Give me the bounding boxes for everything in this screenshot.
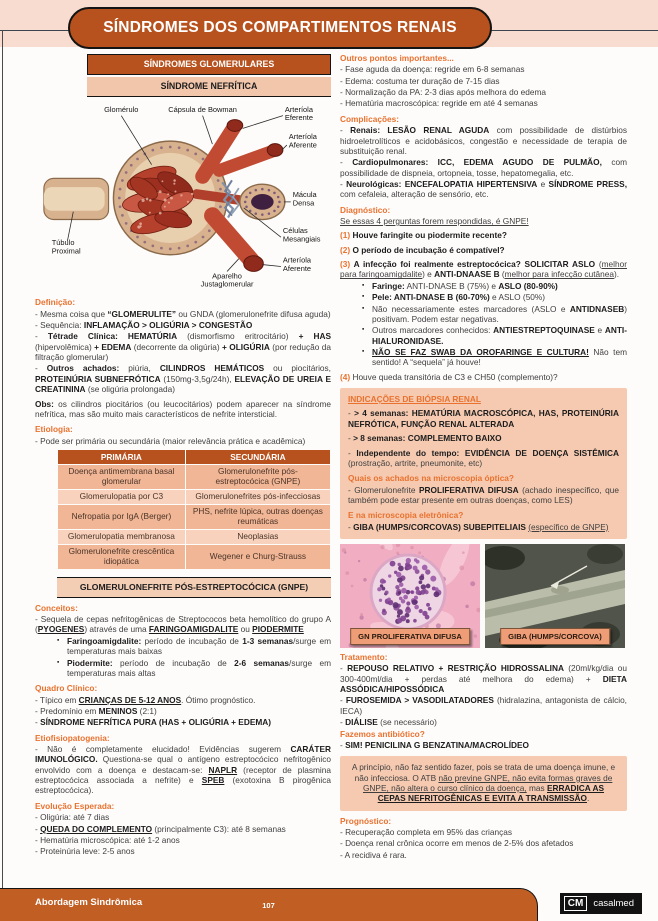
text-run: Não tem sentido! A “sequela” já houve! [372,346,627,368]
text-run: Complicações: [340,113,400,124]
paragraph [340,216,627,226]
text-run: - Sequela de cepas nefritogênicas de Streptococos beta hemolítico do grupo A ( [35,614,331,635]
text-run: - Mesma coisa que [35,308,108,319]
text-run: ) positivam. Podem estar negativas. [372,303,627,324]
text-run: QUEDA DO COMPLEMENTO [40,823,153,834]
text-run: (2) [340,244,351,255]
text-run: ) através de uma [84,624,149,635]
glomerulus-illustration [35,100,331,292]
text-run: INFLAMAÇÃO > OLIGÚRIA > CONGESTÃO [83,320,253,331]
text-run: 1-3 semanas [242,635,294,646]
em-figure [485,544,625,648]
table-cell: Wegener e Churg-Strauss [186,545,330,569]
text-run: ou [238,624,253,635]
bullet-item [340,292,627,302]
text-run: CARÁTER IMUNOLÓGICO. [35,744,331,765]
text-run: CRIANÇAS DE 5-12 ANOS [78,694,182,705]
text-run: com possibilidade de distúrbios hidroeletrolíticos e acidobásicos, congestão e necessidade de terapia de substituição renal. [340,125,627,156]
text-run: Se essas 4 perguntas forem respondidas, é GNPE! [340,216,529,227]
text-run: ASLO (80-90%) [498,280,558,291]
text-run: Quais os achados na microscopia óptica? [348,473,514,484]
text-run: - [348,408,355,419]
text-run: mas [526,782,547,793]
table-header-cell: PRIMÁRIA [58,450,185,464]
paragraph [35,812,331,822]
paragraph [340,87,627,97]
text-run: - [340,125,351,136]
text-run: - [340,663,348,674]
text-run: - Não é completamente elucidado! Evidências sugerem [35,744,291,755]
glomerulus-diagram [35,100,331,294]
paragraph [348,448,619,469]
paragraph [340,850,627,860]
text-run: - [340,695,346,706]
paragraph [340,652,627,662]
text-run: Renais: LESÃO RENAL AGUDA [350,125,490,136]
paragraph [340,663,627,694]
text-run: Faringoamigdalite: [67,635,142,646]
histology-figures [340,544,627,648]
text-run: e [537,178,549,189]
bullet-text [372,325,627,346]
logo-cm-mark: CM [564,896,588,911]
text-run: ELEVAÇÃO DE UREIA E CREATININA [35,373,332,395]
bullet-text [372,304,627,325]
paragraph [340,740,627,750]
text-run: NAPLR [208,764,238,775]
text-run: não previne GNPE, não evita formas graves de GNPE, não altera o curso clínico da doença, [362,772,613,793]
text-run: (receptor de plasmina estreptocócica associada a nefrite) e [35,764,331,786]
text-run: REPOUSO RELATIVO + RESTRIÇÃO HIDROSSALINA [347,663,564,674]
lm-figure-label: GN PROLIFERATIVA DIFUSA [350,628,470,645]
bullet-text [372,292,627,302]
text-run: - Hematúria microscópica: até 1-2 anos [35,834,180,845]
text-run: ANTIDNASEB [569,303,625,314]
text-run: - [340,717,346,728]
paragraph [340,259,627,280]
logo-name: casalmed [593,898,634,909]
text-run: . Ótimo prognóstico. [181,694,256,705]
text-run: Evolução Esperada: [35,800,115,811]
text-run: CILINDROS HEMÁTICOS [159,363,265,374]
page-title: SÍNDROMES DOS COMPARTIMENTOS RENAIS [68,7,492,49]
paragraph [35,683,331,693]
text-run: SIM! PENICILINA G BENZATINA/MACROLÍDEO [345,739,529,750]
bullet-text [372,347,627,368]
text-run: Fazemos antibiótico? [340,728,425,739]
table-cell: Doença antimembrana basal glomerular [58,465,185,489]
paragraph [348,473,619,483]
text-run: Piodermite: [67,657,113,668]
text-run: Tratamento: [340,652,388,663]
text-run: ( [499,269,505,280]
diagram-label: Glomérulo [104,104,139,114]
text-run: Cardiopulmonares: ICC, EDEMA AGUDO DE PULMÃO, [352,157,602,168]
text-run: A princípio, não faz sentido fazer, pois se trata de uma doença imune, e não infecciosa. O ATB [351,762,616,783]
square-bullet-icon: ▪ [362,326,365,334]
table-cell: Glomerulonefrite crescêntica idiopática [58,545,185,569]
text-run: PIODERMITE [252,624,304,635]
text-run: + OLIGÚRIA [222,341,270,352]
paragraph [35,363,331,394]
text-run: - Edema: costuma ter duração de 7-15 dias [340,75,500,86]
etiology-table [57,449,331,570]
table-header-cell: SECUNDÁRIA [186,450,330,464]
paragraph [35,331,331,362]
text-run: (1) [340,230,351,241]
paragraph [340,53,627,63]
table-cell: PHS, nefrite lúpica, outras doenças reumáticas [186,505,330,529]
text-run: Prognóstico: [340,815,392,826]
text-run: Independente do tempo: EVIDÊNCIA DE DOENÇA SISTÊMICA [356,447,619,458]
text-run: ANTIESTREPTOQUINASE [493,325,595,336]
left-column [35,53,331,858]
text-run: - [35,363,47,374]
paragraph [340,230,627,240]
text-run: FUROSEMIDA > VASODILATADORES [345,695,494,706]
text-run: os cilindros piocitários (ou leucocitários) podem aparecer na síndrome nefrítica, mas são muito mais característicos de nefrite intersticial. [35,398,331,419]
text-run: - [35,717,41,728]
text-run: ( [595,259,602,270]
square-bullet-icon: ▪ [362,347,365,355]
text-run: com possibilidade de dispneia, ortopneia, tosse, hepatomegalia, etc. [340,157,628,178]
bullet-item [35,636,331,657]
text-run: PROLIFERATIVA DIFUSA [419,484,519,495]
text-run: - Fase aguda da doença: regride em 6-8 semanas [340,64,525,75]
antibiotic-note-box [340,756,627,810]
text-run: Outros marcadores conhecidos: [372,325,494,336]
section-header-glomerulares: SÍNDROMES GLOMERULARES [87,54,331,75]
text-run: - Oligúria: até 7 dias [35,812,110,823]
table-row [58,530,330,544]
left-rule-line [2,30,3,888]
paragraph [35,399,331,420]
text-run: piúria, [119,363,160,374]
em-figure-label: GIBA (HUMPS/CORCOVA) [500,628,610,645]
paragraph [35,614,331,635]
paragraph [35,717,331,727]
text-run: /surge em temperaturas mais baixas [67,635,331,657]
text-run: (hipervolêmica) [35,341,95,352]
square-bullet-icon: ▪ [57,658,60,666]
diagram-label: Aparelho Justaglomerular [200,271,254,289]
casalmed-logo [560,893,642,914]
text-run: (decorrente da oligúria) [131,341,223,352]
text-run: (específico de GNPE) [528,521,609,532]
text-run: Obs: [35,398,54,409]
text-run: e ASLO (50%) [489,292,546,303]
paragraph [35,824,331,834]
footer-section-label: Abordagem Sindrômica [35,897,143,908]
text-run: Tétrade Clínica: HEMATÚRIA [47,331,178,342]
paragraph [348,762,619,803]
text-run: e [594,325,605,336]
text-run: (150mg-3,5g/24h), [160,373,235,384]
text-run: - Glomerulonefrite [348,484,420,495]
text-run: Etiologia: [35,424,73,435]
bullet-item [340,325,627,346]
text-run: - A recidiva é rara. [340,849,407,860]
paragraph [340,372,627,382]
text-run: - [348,521,354,532]
paragraph [340,816,627,826]
bullet-item [340,304,627,325]
paragraph [340,838,627,848]
bullet-item [35,658,331,679]
text-run: - [35,331,48,342]
table-row [58,505,330,529]
text-run: + EDEMA [94,341,132,352]
table-cell: Neoplasias [186,530,330,544]
paragraph [35,436,331,446]
bullet-item [340,281,627,291]
text-run: Faringe: [372,280,405,291]
bullet-text [372,281,627,291]
text-run: > 4 semanas: HEMATÚRIA MACROSCÓPICA, HAS, PROTEINÚRIA NEFRÓTICA, FUNÇÃO RENAL ALTERADA [348,408,619,429]
text-run: (hidralazina, antagonista de cálcio, IECA) [340,695,627,716]
paragraph [340,64,627,74]
text-run: O período de incubação é compatível? [350,244,505,255]
text-run: MENINOS [98,705,138,716]
paragraph [35,706,331,716]
text-run: (se necessário) [377,717,437,728]
text-run: (20ml/kg/dia ou 300-400ml/dia + perdas até melhora do edema) + [340,663,628,684]
text-run: . [586,793,590,804]
paragraph [35,835,331,845]
text-run: DIÁLISE [345,717,378,728]
text-run: período de incubação de [112,657,235,668]
text-run: - [340,739,346,750]
bullet-item [340,347,627,368]
biopsy-indications-box [340,388,627,539]
text-run: Diagnóstico: [340,204,391,215]
text-run: - Pode ser primária ou secundária (maior relevância prática e acadêmica) [35,435,306,446]
text-run: A infecção foi realmente estreptocócica? SOLICITAR ASLO [350,259,596,270]
text-run: GIBA (HUMPS/CORCOVAS) SUBEPITELIAIS [353,521,526,532]
text-run: (3) [340,259,351,270]
text-run: Neurológicas: ENCEFALOPATIA HIPERTENSIVA [346,178,538,189]
text-run: ou piocitários, [264,363,331,374]
paragraph [340,179,627,200]
table-cell: Glomerulopatia membranosa [58,530,185,544]
page-number: 107 [262,901,275,910]
paragraph [35,320,331,330]
text-run: > 8 semanas: COMPLEMENTO BAIXO [353,433,502,444]
paragraph [340,125,627,156]
paragraph [340,157,627,178]
text-run: (se oligúria prolongada) [85,384,176,395]
text-run: - Recuperação completa em 95% das crianças [340,827,513,838]
text-run: NÃO SE FAZ SWAB DA OROFARINGE E CULTURA! [372,346,589,357]
diagram-label: Túbulo Proximal [51,237,81,256]
table-cell: Glomerulonefrite pós-estreptocócica (GNPE) [186,465,330,489]
text-run: + HAS [298,331,331,342]
text-run: ANTI-DNASE B (75%) e [404,280,499,291]
text-run: Outros achados: [46,363,120,374]
paragraph [348,485,619,506]
text-run: - Sequência: [35,320,84,331]
text-run: ANTI-DNAASE B [434,269,500,280]
text-run: período de incubação de [141,635,243,646]
text-run: - Predomínio em [35,705,99,716]
text-run: (4) [340,371,351,382]
paragraph [348,394,619,404]
lm-figure [340,544,480,648]
paragraph [35,424,331,434]
text-run: PYOGENES [37,624,85,635]
paragraph [348,522,619,532]
paragraph [348,433,619,443]
paragraph [35,695,331,705]
text-run: com cefaleia, alteração de sensório, etc. [340,189,489,200]
text-run: Etiofisiopatogenia: [35,732,110,743]
text-run: - [348,433,354,444]
paragraph [35,297,331,307]
text-run: /surge em temperaturas mais altas [67,657,332,678]
paragraph [340,729,627,739]
text-run: - [340,178,347,189]
text-run: (prostração, artrite, pneumonite, etc) [348,457,483,468]
table-body [58,465,330,569]
paragraph [35,744,331,796]
text-run: - Proteinúria leve: 2-5 anos [35,846,135,857]
text-run: ANTI-HIALURONIDASE. [372,325,627,346]
text-run: (dismorfismo eritrocitário) [177,331,299,342]
diagram-label: Arteríola Aferente [288,132,317,150]
paragraph [35,846,331,856]
paragraph [340,827,627,837]
text-run: (exotoxina B pirogênica estreptocócica). [35,775,331,796]
text-run: FARINGOAMIGDALITE [148,624,239,635]
text-run: Houve queda transitória de C3 e CH50 (complemento)? [350,371,558,382]
paragraph [340,76,627,86]
diagram-label: Células Mesangiais [282,226,321,244]
square-bullet-icon: ▪ [57,636,60,644]
table-cell: Glomerulopatia por C3 [58,490,185,504]
paragraph [35,801,331,811]
text-run: (2:1) [137,705,157,716]
text-run: - Hematúria macroscópica: regride em até 4 semanas [340,98,538,109]
text-run: (principalmente C3): até 8 semanas [152,823,286,834]
bullet-text [67,636,331,657]
text-run: Quadro Clínico: [35,683,98,694]
table-row [58,545,330,569]
text-run: Conceitos: [35,602,78,613]
table-row [58,490,330,504]
text-run: melhor para infecção cutânea [504,269,614,280]
text-run: - [340,157,353,168]
text-run: “GLOMERULITE” [107,308,177,319]
text-run: - [348,447,357,458]
text-run: - Doença renal crônica ocorre em menos de 2-5% dos afetados [340,838,574,849]
table-cell: Nefropatia por IgA (Berger) [58,505,185,529]
paragraph [35,733,331,743]
text-run: (por redução da filtração glomerular) [35,341,331,363]
text-run: Questiona-se qual o antígeno estreptocócico nefritogênico envolvido com a doença e destacam-se: [35,754,331,775]
text-run: ERRADICA AS CEPAS NEFRITOGÊNICAS E EVITA A TRANSMISSÃO [377,782,605,804]
paragraph [35,309,331,319]
text-run: SPEB [201,775,225,786]
text-run: Houve faringite ou piodermite recente? [350,230,507,241]
text-run: ou GNDA (glomerulonefrite difusa aguda) [176,308,331,319]
table-head [58,450,330,464]
text-run: PROTEINÚRIA SUBNEFRÓTICA [35,373,161,384]
diagram-label: Arteríola Aferente [282,255,312,274]
paragraph [340,114,627,124]
table-cell: Glomerulonefrites pós-infecciosas [186,490,330,504]
table-row [58,465,330,489]
text-run: melhor para faringoamigdalite [340,259,627,280]
text-run: - Típico em [35,694,79,705]
paragraph [348,510,619,520]
text-run: Definição: [35,297,76,308]
paragraph [35,603,331,613]
diagram-label: Mácula Densa [292,189,317,208]
text-run: Pele: ANTI-DNASE B (60-70%) [372,292,490,303]
text-run: ) e [422,269,435,280]
section-header-nefritica: SÍNDROME NEFRÍTICA [87,77,331,97]
text-run: E na microscopia eletrônica? [348,510,464,521]
bullet-text [67,658,331,679]
section-header-gnpe: GLOMERULONEFRITE PÓS-ESTREPTOCÓCICA (GNPE) [57,577,331,598]
text-run: - Normalização da PA: 2-3 dias após melhora do edema [340,87,546,98]
paragraph [340,717,627,727]
paragraph [348,408,619,429]
text-run: 2-6 semanas [234,657,290,668]
text-run: Outros pontos importantes... [340,53,454,63]
paragraph [340,205,627,215]
text-run: (achado inespecífico, que também pode estar presente em outras doenças, como LES) [348,484,619,505]
square-bullet-icon: ▪ [362,281,365,289]
text-run: Não necessariamente estes marcadores (ASLO e [372,303,570,314]
paragraph [340,98,627,108]
diagram-label: Arteríola Eferente [284,104,314,123]
paragraph [340,245,627,255]
text-run: - [35,823,41,834]
table-header-row [58,450,330,464]
square-bullet-icon: ▪ [362,304,365,312]
text-run: INDICAÇÕES DE BIÓPSIA RENAL [348,394,481,405]
text-run: ). [613,269,620,280]
square-bullet-icon: ▪ [362,293,365,301]
right-column [340,53,627,861]
text-run: SÍNDROME NEFRÍTICA PURA (HAS + OLIGÚRIA + EDEMA) [40,717,272,728]
text-run: DIETA ASSÓDICA/HIPOSSÓDICA [340,673,627,695]
paragraph [340,695,627,716]
text-run: SÍNDROME PRESS, [548,178,627,189]
diagram-label: Cápsula de Bowman [168,104,237,114]
